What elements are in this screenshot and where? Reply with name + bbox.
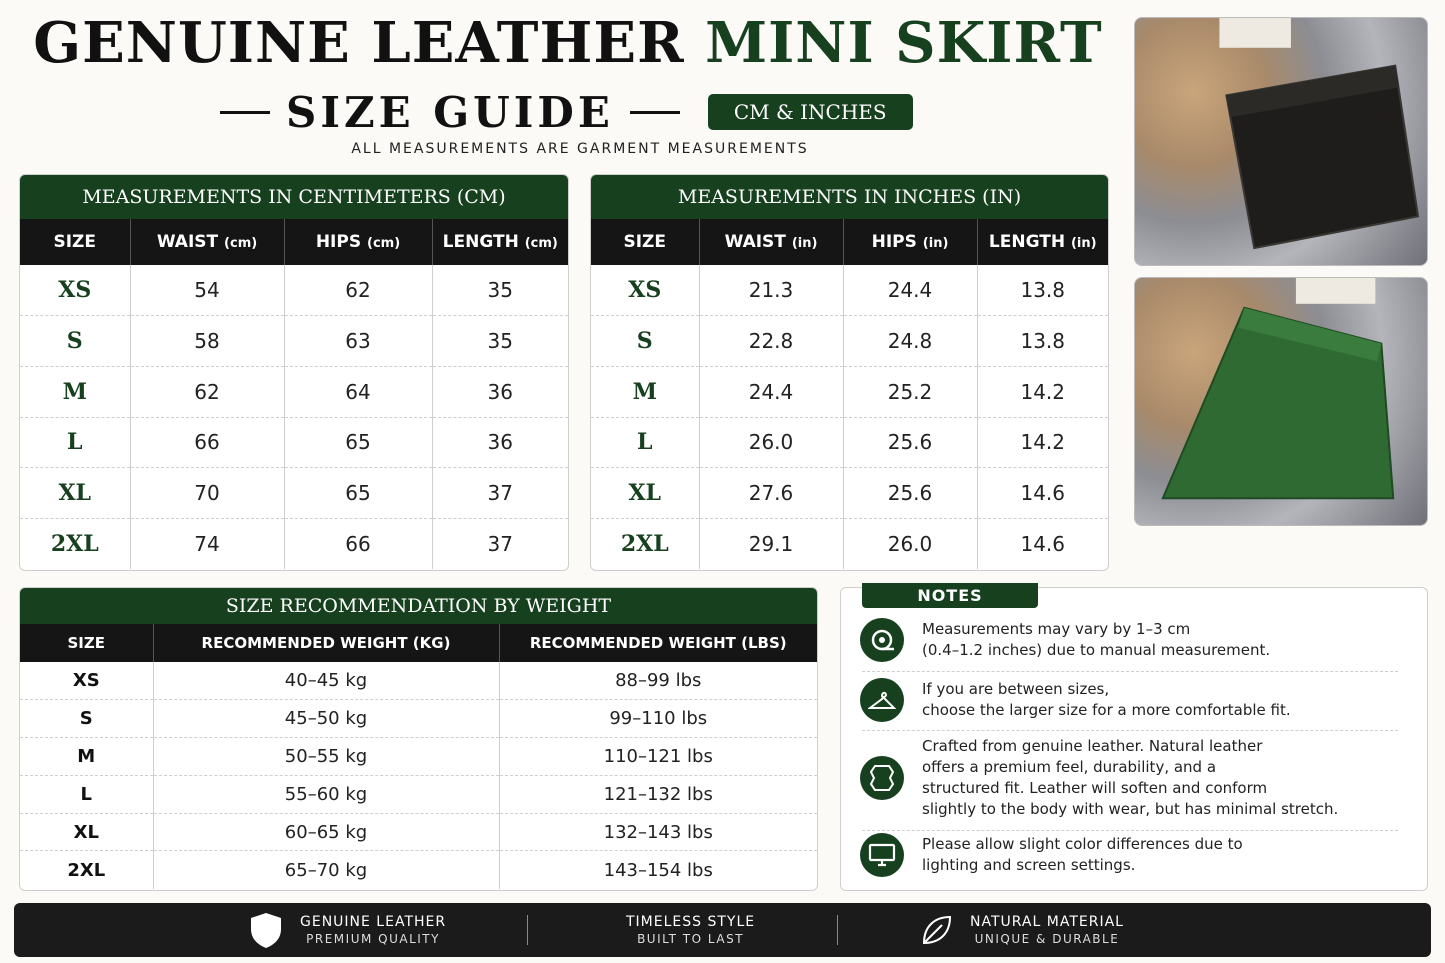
size-cell: L: [20, 417, 130, 468]
weight-cell: 99–110 lbs: [499, 700, 817, 738]
measurement-cell: 21.3: [699, 265, 843, 316]
measurement-cell: 36: [432, 366, 568, 417]
weight-col-header: SIZE: [20, 624, 153, 662]
page-title: [18, 10, 1118, 76]
inch-table-panel: [590, 174, 1109, 571]
table-row: [591, 468, 1108, 519]
measurement-cell: 65: [284, 417, 432, 468]
measurement-cell: 63: [284, 316, 432, 367]
measurement-cell: 27.6: [699, 468, 843, 519]
size-cell: L: [591, 417, 699, 468]
column-unit: (cm): [224, 236, 258, 251]
cm_table-col-header: [284, 219, 432, 265]
subtitle: SIZE GUIDE: [286, 87, 614, 137]
black-skirt-photo: [1134, 17, 1428, 266]
feature-subtitle: PREMIUM QUALITY: [306, 932, 440, 946]
measurement-cell: 13.8: [977, 316, 1108, 367]
note-item: [860, 830, 1400, 880]
title-main: GENUINE LEATHER: [33, 10, 685, 76]
column-unit: (cm): [367, 236, 401, 251]
photo-card: [1219, 18, 1291, 48]
feature-subtitle: UNIQUE & DURABLE: [974, 932, 1120, 946]
measurement-cell: 64: [284, 366, 432, 417]
weight-table-panel: [19, 587, 818, 891]
measurement-cell: 37: [432, 468, 568, 519]
table-row: [20, 366, 568, 417]
green-skirt-photo: [1134, 277, 1428, 526]
table-row: [20, 813, 817, 851]
column-unit: (in): [922, 236, 949, 251]
feature-natural-material: [920, 903, 1124, 957]
measurement-cell: 14.6: [1020, 532, 1066, 557]
table-row: [20, 518, 568, 569]
leather-hide-icon: [860, 756, 904, 800]
inch-table-heading: MEASUREMENTS IN INCHES (IN): [591, 175, 1108, 219]
measurement-cell: 26.0: [699, 417, 843, 468]
column-label: HIPS: [871, 232, 917, 252]
table-row: [20, 265, 568, 316]
weight-cell: 55–60 kg: [153, 775, 499, 813]
size-cell: XL: [20, 468, 130, 519]
in_table-col-header: [977, 219, 1108, 265]
weight-cell: 88–99 lbs: [499, 662, 817, 700]
measurement-cell: 36: [432, 417, 568, 468]
column-label: SIZE: [53, 232, 96, 252]
table-row: [20, 662, 817, 700]
table-row: [20, 738, 817, 776]
title-accent: MINI SKIRT: [705, 10, 1103, 76]
measurement-cell: 14.2: [977, 366, 1108, 417]
table-row: [20, 775, 817, 813]
column-label: LENGTH: [988, 232, 1066, 252]
hanger-icon: [860, 678, 904, 722]
note-item: [860, 612, 1400, 668]
feature-title: GENUINE LEATHER: [300, 914, 447, 930]
note-divider: [862, 730, 1398, 731]
table-row: [591, 518, 1108, 569]
size-cell: XS: [20, 662, 153, 700]
note-text: Measurements may vary by 1–3 cm (0.4–1.2 inches) due to manual measurement.: [922, 620, 1271, 659]
measurement-cell: 54: [130, 265, 284, 316]
photo-card-2: [1296, 278, 1375, 304]
measurement-cell: 35: [432, 265, 568, 316]
measurement-cell: 65: [284, 468, 432, 519]
size-cell: M: [20, 738, 153, 776]
weight-cell: 45–50 kg: [153, 700, 499, 738]
table-row: [20, 417, 568, 468]
table-row: [591, 265, 1108, 316]
measurement-cell: 14.2: [977, 417, 1108, 468]
note-text: Please allow slight color differences due to lighting and screen settings.: [922, 835, 1243, 874]
weight-table: [20, 624, 817, 889]
column-label: LENGTH: [442, 232, 519, 252]
green-skirt-image: [1135, 278, 1427, 525]
column-label: SIZE: [623, 232, 666, 252]
measurement-cell: 29.1: [699, 518, 843, 569]
black-skirt-image: [1135, 18, 1427, 265]
feature-subtitle: BUILT TO LAST: [637, 932, 745, 946]
weight-cell: 121–132 lbs: [499, 775, 817, 813]
size-cell: S: [591, 316, 699, 367]
measurement-cell: 66: [130, 417, 284, 468]
subtitle-dash-right: [630, 111, 680, 114]
monitor-icon: [860, 833, 904, 877]
size-cell: XS: [20, 265, 130, 316]
cm_table-col-header: [20, 219, 130, 265]
measurement-cell: 62: [130, 366, 284, 417]
size-cell: 2XL: [20, 851, 153, 889]
unit-badge: CM & INCHES: [708, 94, 913, 130]
measurement-cell: 24.8: [843, 316, 977, 367]
table-row: [591, 316, 1108, 367]
measurement-cell: 35: [432, 316, 568, 367]
table-row: [591, 417, 1108, 468]
column-label: HIPS: [315, 232, 362, 252]
notes-heading: NOTES: [862, 583, 1038, 608]
weight-cell: 65–70 kg: [153, 851, 499, 889]
column-label: WAIST: [156, 232, 219, 252]
feature-timeless-style: [626, 903, 755, 957]
measurement-cell: 22.8: [699, 316, 843, 367]
shield-icon: [248, 911, 284, 949]
measurement-cell: 58: [130, 316, 284, 367]
cm_table-col-header: [432, 219, 568, 265]
weight-cell: 110–121 lbs: [499, 738, 817, 776]
weight-cell: 40–45 kg: [153, 662, 499, 700]
measurement-cell: 14.6: [977, 468, 1108, 519]
garment-measurement-note: ALL MEASUREMENTS ARE GARMENT MEASUREMENTS: [351, 141, 809, 157]
inch-table: [591, 219, 1108, 569]
measurement-cell: 26.0: [843, 518, 977, 569]
footer-bar: [14, 903, 1431, 957]
footer-divider: [837, 915, 838, 945]
in_table-col-header: [843, 219, 977, 265]
column-label: WAIST: [724, 232, 786, 252]
footer-divider: [527, 915, 528, 945]
cm-table-heading: MEASUREMENTS IN CENTIMETERS (CM): [20, 175, 568, 219]
note-divider: [862, 671, 1398, 672]
measurement-cell: 13.8: [977, 265, 1108, 316]
note-divider: [862, 830, 1398, 831]
feature-title: TIMELESS STYLE: [626, 914, 756, 930]
in_table-col-header: [699, 219, 843, 265]
note-text: Crafted from genuine leather. Natural leather offers a premium feel, durability, and a structured fit. Leather will soften and conform slightly to the body with wear, but has minimal stretch.: [922, 737, 1339, 818]
weight-cell: 132–143 lbs: [499, 813, 817, 851]
tape-measure-icon: [860, 618, 904, 662]
column-unit: (cm): [524, 236, 558, 251]
note-item: [860, 672, 1400, 728]
weight-table-heading: SIZE RECOMMENDATION BY WEIGHT: [20, 588, 817, 624]
measurement-cell: 70: [130, 468, 284, 519]
size-cell: S: [20, 700, 153, 738]
weight-cell: 60–65 kg: [153, 813, 499, 851]
size-cell: L: [20, 775, 153, 813]
size-cell: M: [20, 366, 130, 417]
size-cell: XL: [591, 468, 699, 519]
leaf-icon: [920, 913, 954, 947]
weight-col-header: RECOMMENDED WEIGHT (LBS): [499, 624, 817, 662]
note-item: [860, 730, 1400, 826]
subtitle-row: [220, 86, 913, 138]
size-cell: S: [20, 316, 130, 367]
table-row: [20, 316, 568, 367]
measurement-cell: 66: [284, 518, 432, 569]
measurement-cell: 24.4: [699, 366, 843, 417]
measurement-cell: 25.2: [843, 366, 977, 417]
measurement-cell: 74: [130, 518, 284, 569]
column-unit: (in): [791, 236, 818, 251]
measurement-cell: 37: [487, 532, 513, 557]
table-row: [591, 366, 1108, 417]
measurement-cell: 25.6: [843, 468, 977, 519]
table-row: [20, 468, 568, 519]
weight-cell: 143–154 lbs: [603, 859, 713, 881]
table-row: [20, 851, 817, 889]
feature-title: NATURAL MATERIAL: [970, 914, 1124, 930]
table-row: [20, 700, 817, 738]
feature-genuine-leather: [248, 903, 446, 957]
size-cell: XS: [591, 265, 699, 316]
cm-table: [20, 219, 568, 569]
in_table-col-header: [591, 219, 699, 265]
note-text: If you are between sizes, choose the larger size for a more comfortable fit.: [922, 680, 1291, 719]
column-unit: (in): [1070, 236, 1097, 251]
weight-col-header: RECOMMENDED WEIGHT (KG): [153, 624, 499, 662]
size-cell: XL: [20, 813, 153, 851]
measurement-cell: 24.4: [843, 265, 977, 316]
measurement-cell: 25.6: [843, 417, 977, 468]
cm-table-panel: [19, 174, 569, 571]
cm_table-col-header: [130, 219, 284, 265]
subtitle-dash-left: [220, 111, 270, 114]
size-cell: 2XL: [20, 518, 130, 569]
size-cell: 2XL: [591, 518, 699, 569]
measurement-cell: 62: [284, 265, 432, 316]
size-cell: M: [591, 366, 699, 417]
weight-cell: 50–55 kg: [153, 738, 499, 776]
